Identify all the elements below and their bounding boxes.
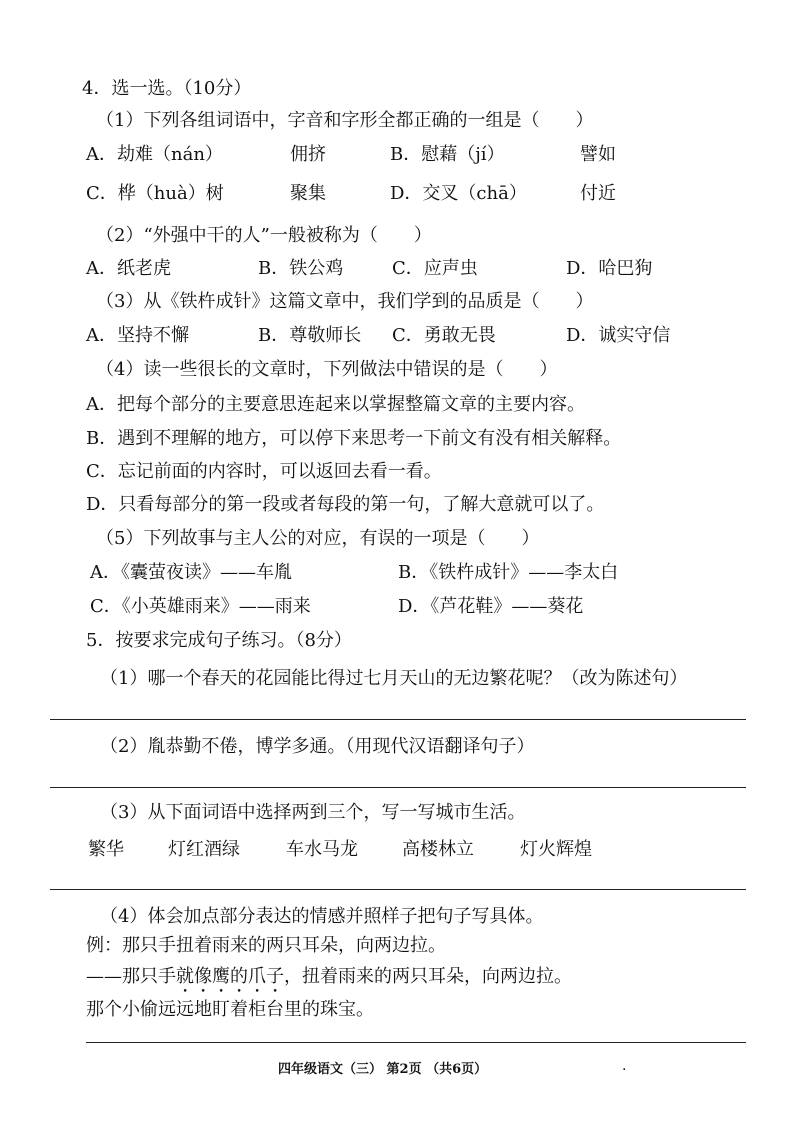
q5-4-example: 例：那只手扭着雨来的两只耳朵，向两边拉。 bbox=[86, 935, 446, 956]
q4-5-option-a: A．《囊萤夜读》——车胤 bbox=[90, 562, 292, 583]
q4-1-option-b: B．慰藉（jí） bbox=[390, 144, 505, 165]
q5-1-prompt: （1）哪一个春天的花园能比得过七月天山的无边繁花呢？（改为陈述句） bbox=[100, 668, 688, 689]
q5-3-word-3: 车水马龙 bbox=[286, 839, 358, 860]
q4-3-stem: （3）从《铁杵成针》这篇文章中，我们学到的品质是（ ） bbox=[96, 291, 594, 312]
q4-1-option-d: D．交叉（chā） bbox=[390, 183, 527, 204]
q5-3-word-4: 高楼林立 bbox=[402, 839, 474, 860]
q4-5-option-b: B．《铁杵成针》——李太白 bbox=[398, 562, 619, 583]
q5-3-prompt: （3）从下面词语中选择两到三个，写一写城市生活。 bbox=[100, 802, 526, 823]
q4-2-option-c: C．应声虫 bbox=[392, 258, 478, 279]
q4-5-stem: （5）下列故事与主人公的对应，有误的一项是（ ） bbox=[96, 528, 540, 549]
q5-2-answer-line[interactable] bbox=[50, 787, 746, 788]
q4-1-option-d-word2: 付近 bbox=[580, 183, 616, 204]
q4-1-stem: （1）下列各组词语中，字音和字形全都正确的一组是（ ） bbox=[96, 110, 594, 131]
q5-3-word-5: 灯火辉煌 bbox=[520, 839, 592, 860]
q5-4-example-expanded bbox=[86, 966, 572, 997]
q4-4-option-b: B．遇到不理解的地方，可以停下来思考一下前文有没有相关解释。 bbox=[86, 428, 622, 449]
q4-5-option-c: C．《小英雄雨来》——雨来 bbox=[90, 596, 311, 617]
q5-title: 5．按要求完成句子练习。（8分） bbox=[86, 630, 352, 651]
stray-mark: . bbox=[622, 1058, 627, 1074]
q5-4-example-expanded-post: ，扭着雨来的两只耳朵，向两边拉。 bbox=[284, 966, 572, 987]
q4-4-option-c: C．忘记前面的内容时，可以返回去看一看。 bbox=[86, 461, 442, 482]
q4-4-option-d: D．只看每部分的第一段或者每段的第一句，了解大意就可以了。 bbox=[86, 494, 605, 515]
q5-4-answer-line[interactable] bbox=[86, 1042, 746, 1043]
q4-1-option-b-word2: 譬如 bbox=[580, 144, 616, 165]
q4-1-option-c-word2: 聚集 bbox=[290, 183, 326, 204]
q5-2-prompt: （2）胤恭勤不倦，博学多通。（用现代汉语翻译句子） bbox=[100, 736, 535, 757]
q5-3-word-1: 繁华 bbox=[88, 839, 124, 860]
q4-3-option-c: C．勇敢无畏 bbox=[392, 325, 496, 346]
q5-1-answer-line[interactable] bbox=[50, 719, 746, 720]
q4-3-option-a: A．坚持不懈 bbox=[86, 325, 189, 346]
q4-3-option-b: B．尊敬师长 bbox=[258, 325, 362, 346]
q5-3-answer-line[interactable] bbox=[50, 889, 746, 890]
q5-4-emphasized-phrase: 就像鹰的爪子 bbox=[176, 966, 284, 987]
q4-2-stem: （2）“外强中干的人”一般被称为（ ） bbox=[96, 225, 432, 246]
q5-4-prompt: （4）体会加点部分表达的情感并照样子把句子写具体。 bbox=[100, 906, 544, 927]
q4-title: 4．选一选。（10分） bbox=[82, 78, 252, 99]
q4-2-option-d: D．哈巴狗 bbox=[566, 258, 653, 279]
q4-5-option-d: D．《芦花鞋》——葵花 bbox=[398, 596, 584, 617]
q4-4-option-a: A．把每个部分的主要意思连起来以掌握整篇文章的主要内容。 bbox=[86, 394, 585, 415]
q5-4-example-expanded-pre: ——那只手 bbox=[86, 966, 176, 987]
q5-3-word-2: 灯红酒绿 bbox=[168, 839, 240, 860]
q4-2-option-b: B．铁公鸡 bbox=[258, 258, 344, 279]
q4-1-option-a-word2: 佣挤 bbox=[290, 144, 326, 165]
q4-3-option-d: D．诚实守信 bbox=[566, 325, 671, 346]
q4-4-stem: （4）读一些很长的文章时，下列做法中错误的是（ ） bbox=[96, 359, 558, 380]
page-footer: 四年级语文（三） 第2页 （共6页） bbox=[278, 1062, 488, 1077]
q4-1-option-c: C．桦（huà）树 bbox=[86, 183, 224, 204]
q5-4-task-sentence: 那个小偷远远地盯着柜台里的珠宝。 bbox=[86, 999, 374, 1020]
q4-2-option-a: A．纸老虎 bbox=[86, 258, 171, 279]
q4-1-option-a: A．劫难（nán） bbox=[86, 144, 223, 165]
